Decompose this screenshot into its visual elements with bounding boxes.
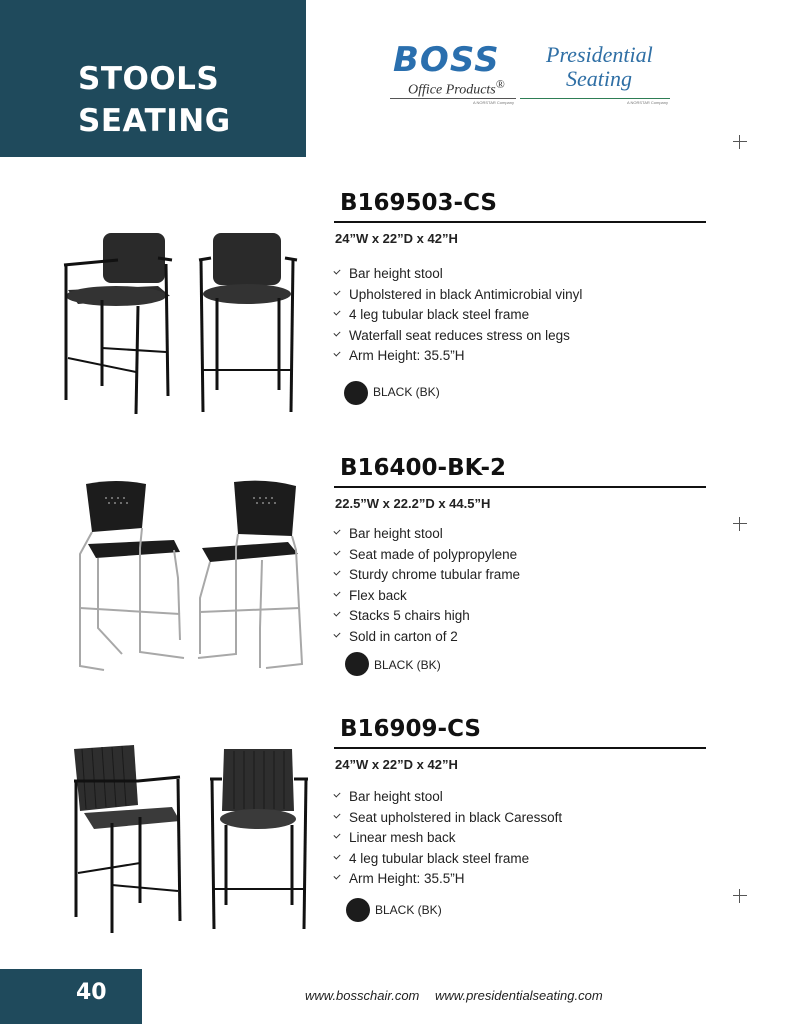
presidential-logo — [520, 42, 670, 104]
feature-text: Seat made of polypropylene — [349, 546, 518, 562]
check-icon — [333, 831, 340, 838]
feature-item — [334, 526, 520, 547]
product-model: B16400-BK-2 — [340, 455, 506, 481]
color-swatch-black — [346, 898, 370, 922]
feature-text: Bar height stool — [349, 526, 443, 541]
feature-text: 4 leg tubular black steel frame — [349, 307, 530, 322]
feature-text: Bar height stool — [349, 266, 443, 281]
feature-item — [334, 871, 562, 892]
presidential-logo-rule — [520, 98, 670, 99]
stool-image-angle — [196, 478, 308, 674]
registered-mark: ® — [495, 78, 505, 91]
feature-text: Upholstered in black Antimicrobial vinyl — [349, 286, 583, 302]
color-label: BLACK (BK) — [373, 385, 440, 399]
check-icon — [333, 790, 340, 797]
page-number: 40 — [76, 980, 107, 1005]
check-icon — [333, 589, 340, 596]
feature-list — [334, 526, 520, 649]
plus-icon — [733, 889, 747, 903]
stool-image-front — [206, 745, 312, 940]
feature-text: Linear mesh back — [349, 830, 456, 845]
color-label: BLACK (BK) — [374, 658, 441, 672]
check-icon — [333, 329, 340, 336]
feature-text: Seat upholstered in black Caressoft — [349, 809, 563, 825]
color-swatch-black — [345, 652, 369, 676]
check-icon — [333, 630, 340, 637]
website-link-boss[interactable]: www.bosschair.com — [305, 988, 420, 1003]
feature-item — [334, 307, 582, 328]
boss-logo-rule — [390, 98, 516, 99]
feature-item — [334, 810, 562, 831]
plus-icon — [733, 517, 747, 531]
check-icon — [333, 852, 340, 859]
title-line-2: SEATING — [78, 103, 231, 139]
check-icon — [333, 288, 340, 295]
check-icon — [333, 872, 340, 879]
feature-list — [334, 789, 562, 892]
model-underline — [334, 747, 706, 749]
presidential-logo-line1: Presidential — [546, 42, 653, 67]
presidential-logo-tagline: A NORSTAR Company — [626, 100, 668, 105]
feature-item — [334, 851, 562, 872]
model-underline — [334, 486, 706, 488]
check-icon — [333, 548, 340, 555]
presidential-logo-line2: Seating — [566, 66, 632, 91]
feature-item — [334, 547, 520, 568]
check-icon — [333, 308, 340, 315]
feature-item — [334, 789, 562, 810]
boss-logo — [388, 40, 518, 105]
check-icon — [333, 527, 340, 534]
boss-logo-word: BOSS — [393, 40, 500, 80]
feature-item — [334, 567, 520, 588]
stool-image-side — [68, 745, 186, 940]
footer-page-block — [0, 969, 142, 1024]
stool-image-front — [193, 228, 303, 418]
feature-item — [334, 266, 582, 287]
feature-item — [334, 588, 520, 609]
feature-item — [334, 608, 520, 629]
check-icon — [333, 811, 340, 818]
stool-image-side — [76, 478, 188, 674]
product-dimensions: 24”W x 22”D x 42”H — [335, 757, 458, 772]
feature-list — [334, 266, 582, 369]
feature-text: 4 leg tubular black steel frame — [349, 850, 530, 866]
plus-icon — [733, 135, 747, 149]
feature-text: Stacks 5 chairs high — [349, 608, 470, 623]
feature-text: Sold in carton of 2 — [349, 628, 458, 644]
feature-text: Arm Height: 35.5”H — [349, 871, 465, 886]
product-dimensions: 22.5”W x 22.2”D x 44.5”H — [335, 496, 491, 511]
website-link-presidential[interactable]: www.presidentialseating.com — [435, 988, 603, 1003]
feature-item — [334, 348, 582, 369]
feature-text: Arm Height: 35.5”H — [349, 348, 465, 363]
product-model: B16909-CS — [340, 716, 481, 742]
title-line-1: STOOLS — [78, 61, 220, 97]
feature-item — [334, 328, 582, 349]
feature-text: Sturdy chrome tubular frame — [349, 567, 521, 582]
check-icon — [333, 267, 340, 274]
check-icon — [333, 349, 340, 356]
boss-logo-subtitle — [408, 78, 505, 99]
product-dimensions: 24”W x 22”D x 42”H — [335, 231, 458, 246]
check-icon — [333, 609, 340, 616]
color-label: BLACK (BK) — [375, 903, 442, 917]
footer-websites — [305, 988, 603, 1003]
feature-text: Flex back — [349, 587, 407, 603]
color-swatch-black — [344, 381, 368, 405]
feature-text: Waterfall seat reduces stress on legs — [349, 327, 570, 343]
page-title — [78, 58, 231, 142]
boss-logo-tagline: A NORSTAR Company — [472, 100, 514, 105]
feature-item — [334, 287, 582, 308]
stool-image-side — [58, 228, 178, 418]
header-banner — [0, 0, 306, 157]
feature-item — [334, 830, 562, 851]
boss-logo-subtitle-text: Office Products — [408, 82, 496, 98]
product-model: B169503-CS — [340, 190, 497, 216]
check-icon — [333, 568, 340, 575]
feature-item — [334, 629, 520, 650]
model-underline — [334, 221, 706, 223]
feature-text: Bar height stool — [349, 789, 443, 804]
